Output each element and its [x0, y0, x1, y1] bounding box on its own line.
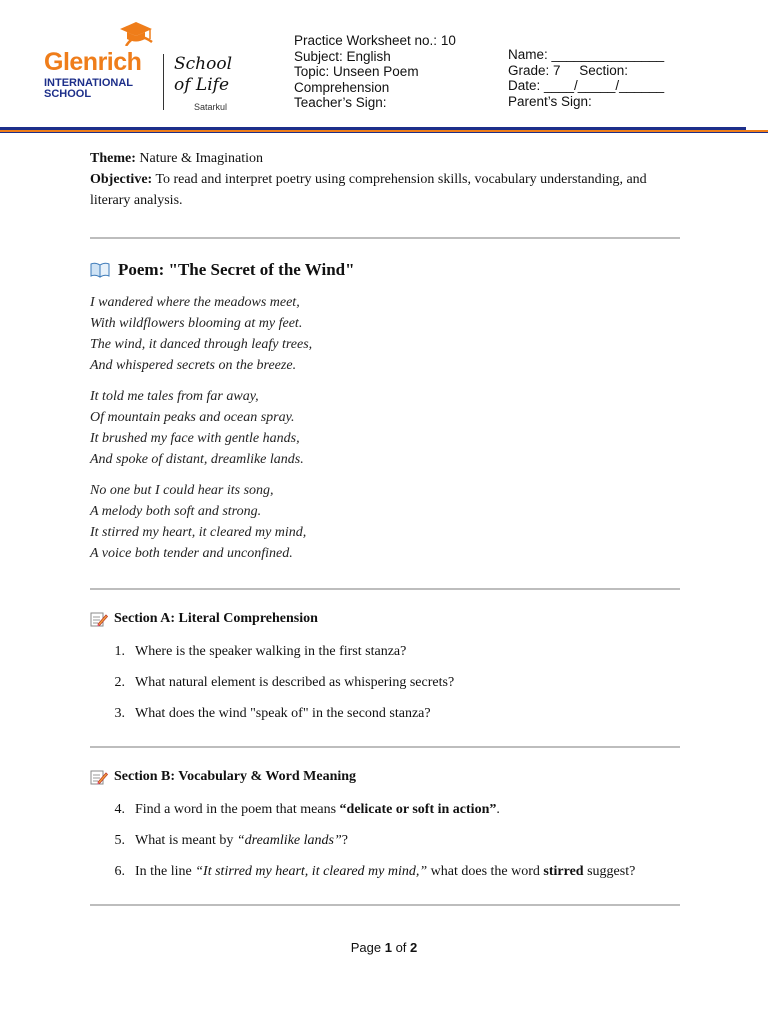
question-number: 3.	[114, 706, 125, 721]
footer-text: Page	[350, 940, 385, 955]
open-book-icon	[90, 262, 110, 278]
divider	[90, 904, 680, 906]
question-text-part: .	[496, 802, 500, 817]
question-emphasis: “delicate or soft in action”	[339, 802, 497, 817]
parent-sign-field: Parent’s Sign:	[508, 93, 592, 109]
header-rule-navy-thin	[0, 132, 768, 133]
question-quote: “It stirred my heart, it cleared my mind,”	[195, 864, 428, 879]
poem-line: It told me tales from far away,	[90, 389, 259, 404]
topic-field: Topic: Unseen Poem	[294, 64, 419, 79]
name-field: Name: _______________	[508, 47, 665, 62]
poem-stanza-1	[90, 292, 680, 376]
poem-line: The wind, it danced through leafy trees,	[90, 337, 313, 352]
question-text: Where is the speaker walking in the first stanza?	[135, 644, 407, 659]
question-text: What natural element is described as whispering secrets?	[135, 675, 455, 690]
intro-block	[90, 148, 680, 211]
question-item	[90, 641, 680, 662]
divider	[90, 237, 680, 239]
poem-line: Of mountain peaks and ocean spray.	[90, 410, 295, 425]
poem-stanza-2	[90, 386, 680, 470]
objective-line	[90, 169, 680, 211]
section-b-title	[90, 766, 680, 787]
current-page-number: 1	[384, 940, 392, 955]
question-text	[135, 830, 348, 851]
question-text-part: suggest?	[583, 864, 636, 879]
theme-label: Theme:	[90, 151, 136, 166]
poem-line: No one but I could hear its song,	[90, 483, 274, 498]
theme-value: Nature & Imagination	[135, 151, 264, 166]
question-text-part: what does the word	[427, 864, 544, 879]
divider	[90, 588, 680, 590]
logo-tagline-line2: of Life	[174, 75, 230, 95]
question-text-part: In the line	[135, 864, 196, 879]
poem-line: I wandered where the meadows meet,	[90, 295, 300, 310]
poem-line: A voice both tender and unconfined.	[90, 546, 293, 561]
date-field: Date: ____/_____/______	[508, 78, 665, 93]
worksheet-body	[90, 148, 680, 906]
logo-brand: Glenrich	[44, 48, 142, 76]
poem-line: With wildflowers blooming at my feet.	[90, 316, 303, 331]
objective-label: Objective:	[90, 172, 153, 187]
poem-title-text: Poem: "The Secret of the Wind"	[118, 260, 355, 279]
logo-divider	[163, 54, 164, 110]
poem-line: And whispered secrets on the breeze.	[90, 358, 297, 373]
memo-pencil-icon	[90, 611, 108, 627]
section-b-questions	[90, 799, 680, 882]
subject-field: Subject: English	[294, 48, 391, 64]
worksheet-header	[0, 0, 768, 135]
logo-subtitle-line2: SCHOOL	[44, 88, 92, 100]
graduation-cap-icon	[118, 20, 154, 46]
student-info	[508, 47, 664, 109]
section-b-title-text: Section B: Vocabulary & Word Meaning	[114, 769, 357, 784]
logo-subtitle-line1: INTERNATIONAL	[44, 77, 134, 89]
topic-field-continued: Comprehension	[294, 79, 390, 95]
memo-pencil-icon	[90, 769, 108, 785]
question-number: 5.	[114, 833, 125, 848]
worksheet-info	[294, 33, 456, 111]
page-footer	[0, 940, 768, 955]
question-item	[90, 861, 680, 882]
logo-campus: Satarkul	[194, 102, 228, 112]
poem-line: It stirred my heart, it cleared my mind,	[90, 525, 307, 540]
question-item	[90, 703, 680, 724]
section-a-questions	[90, 641, 680, 724]
objective-value: To read and interpret poetry using comprehension skills, vocabulary understanding, and literary analysis.	[90, 172, 647, 208]
footer-text: of	[391, 940, 411, 955]
poem-stanza-3	[90, 480, 680, 564]
poem-line: A melody both soft and strong.	[90, 504, 262, 519]
poem-title	[90, 259, 680, 280]
question-text: What does the wind "speak of" in the second stanza?	[135, 706, 431, 721]
question-number: 1.	[114, 644, 125, 659]
poem-line: It brushed my face with gentle hands,	[90, 431, 300, 446]
divider	[90, 746, 680, 748]
question-text-part: What is meant by	[135, 833, 237, 848]
grade-section-field: Grade: 7 Section:	[508, 62, 629, 78]
question-item	[90, 672, 680, 693]
question-number: 4.	[114, 802, 125, 817]
teacher-sign-field: Teacher’s Sign:	[294, 95, 387, 110]
logo-subtitle	[44, 78, 144, 100]
poem-line: And spoke of distant, dreamlike lands.	[90, 452, 304, 467]
question-item	[90, 799, 680, 820]
section-a-title	[90, 608, 680, 629]
section-a-title-text: Section A: Literal Comprehension	[114, 611, 318, 626]
question-quote: “dreamlike lands”	[236, 833, 342, 848]
school-logo	[40, 20, 240, 115]
question-text-part: ?	[341, 833, 348, 848]
question-text-part: Find a word in the poem that means	[135, 802, 340, 817]
logo-tagline	[174, 54, 232, 96]
question-item	[90, 830, 680, 851]
theme-line	[90, 148, 680, 169]
question-text	[135, 799, 500, 820]
question-text	[135, 861, 635, 882]
total-page-count: 2	[410, 940, 418, 955]
question-emphasis: stirred	[543, 864, 584, 879]
worksheet-number: Practice Worksheet no.: 10	[294, 33, 456, 48]
logo-tagline-line1: School	[174, 54, 233, 74]
question-number: 6.	[114, 864, 125, 879]
question-number: 2.	[114, 675, 125, 690]
